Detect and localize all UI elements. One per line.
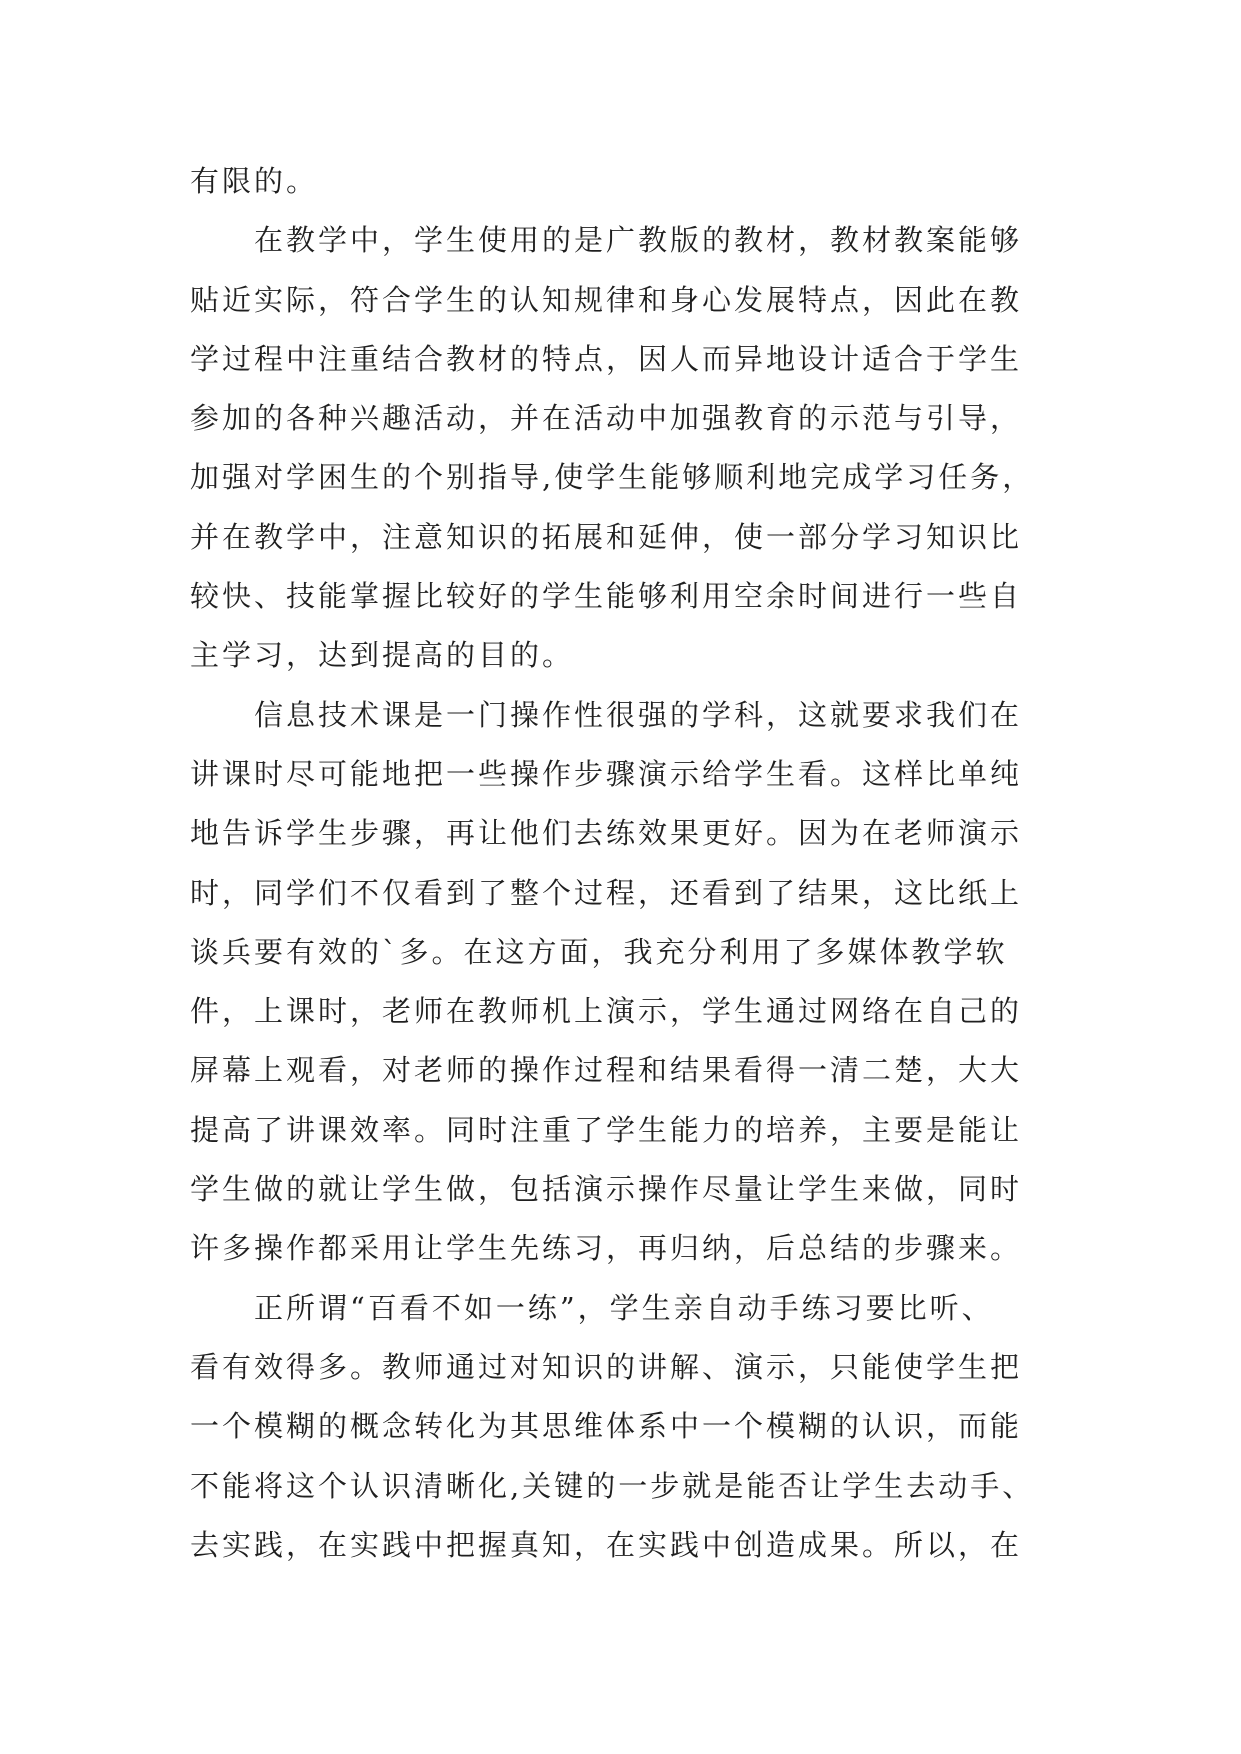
text-line: 件，上课时，老师在教师机上演示，学生通过网络在自己的: [190, 994, 1023, 1029]
text-line: 看有效得多。教师通过对知识的讲解、演示，只能使学生把: [190, 1349, 1023, 1384]
text-line: 屏幕上观看，对老师的操作过程和结果看得一清二楚，大大: [190, 1053, 1023, 1088]
text-line: 学生做的就让学生做，包括演示操作尽量让学生来做，同时: [190, 1172, 1023, 1207]
text-line: 许多操作都采用让学生先练习，再归纳，后总结的步骤来。: [190, 1231, 1023, 1266]
text-line: 去实践，在实践中把握真知，在实践中创造成果。所以，在: [190, 1527, 1023, 1562]
text-line: 正所谓“百看不如一练”，学生亲自动手练习要比听、: [254, 1290, 994, 1325]
text-line: 谈兵要有效的`多。在这方面，我充分利用了多媒体教学软: [190, 934, 1008, 969]
text-line: 地告诉学生步骤，再让他们去练效果更好。因为在老师演示: [190, 816, 1023, 851]
text-line: 主学习，达到提高的目的。: [190, 638, 575, 673]
text-line: 并在教学中，注意知识的拓展和延伸，使一部分学习知识比: [190, 519, 1023, 554]
text-line: 时，同学们不仅看到了整个过程，还看到了结果，这比纸上: [190, 875, 1023, 910]
text-line: 学过程中注重结合教材的特点，因人而异地设计适合于学生: [190, 341, 1023, 376]
text-line: 在教学中，学生使用的是广教版的教材，教材教案能够: [254, 223, 1023, 258]
text-line: 有限的。: [190, 164, 319, 198]
text-line: 不能将这个认识清晰化,关键的一步就是能否让学生去动手、: [190, 1468, 1035, 1503]
text-line: 信息技术课是一门操作性很强的学科，这就要求我们在: [254, 697, 1023, 732]
document-body: [190, 152, 1070, 1575]
text-line: 贴近实际，符合学生的认知规律和身心发展特点，因此在教: [190, 282, 1023, 317]
text-line: 提高了讲课效率。同时注重了学生能力的培养，主要是能让: [190, 1112, 1023, 1147]
text-line: 较快、技能掌握比较好的学生能够利用空余时间进行一些自: [190, 579, 1023, 614]
text-line: 讲课时尽可能地把一些操作步骤演示给学生看。这样比单纯: [190, 756, 1023, 791]
text-line: 参加的各种兴趣活动，并在活动中加强教育的示范与引导，: [190, 401, 1023, 436]
text-line: 一个模糊的概念转化为其思维体系中一个模糊的认识，而能: [190, 1409, 1023, 1444]
text-line: 加强对学困生的个别指导,使学生能够顺利地完成学习任务，: [190, 460, 1035, 495]
